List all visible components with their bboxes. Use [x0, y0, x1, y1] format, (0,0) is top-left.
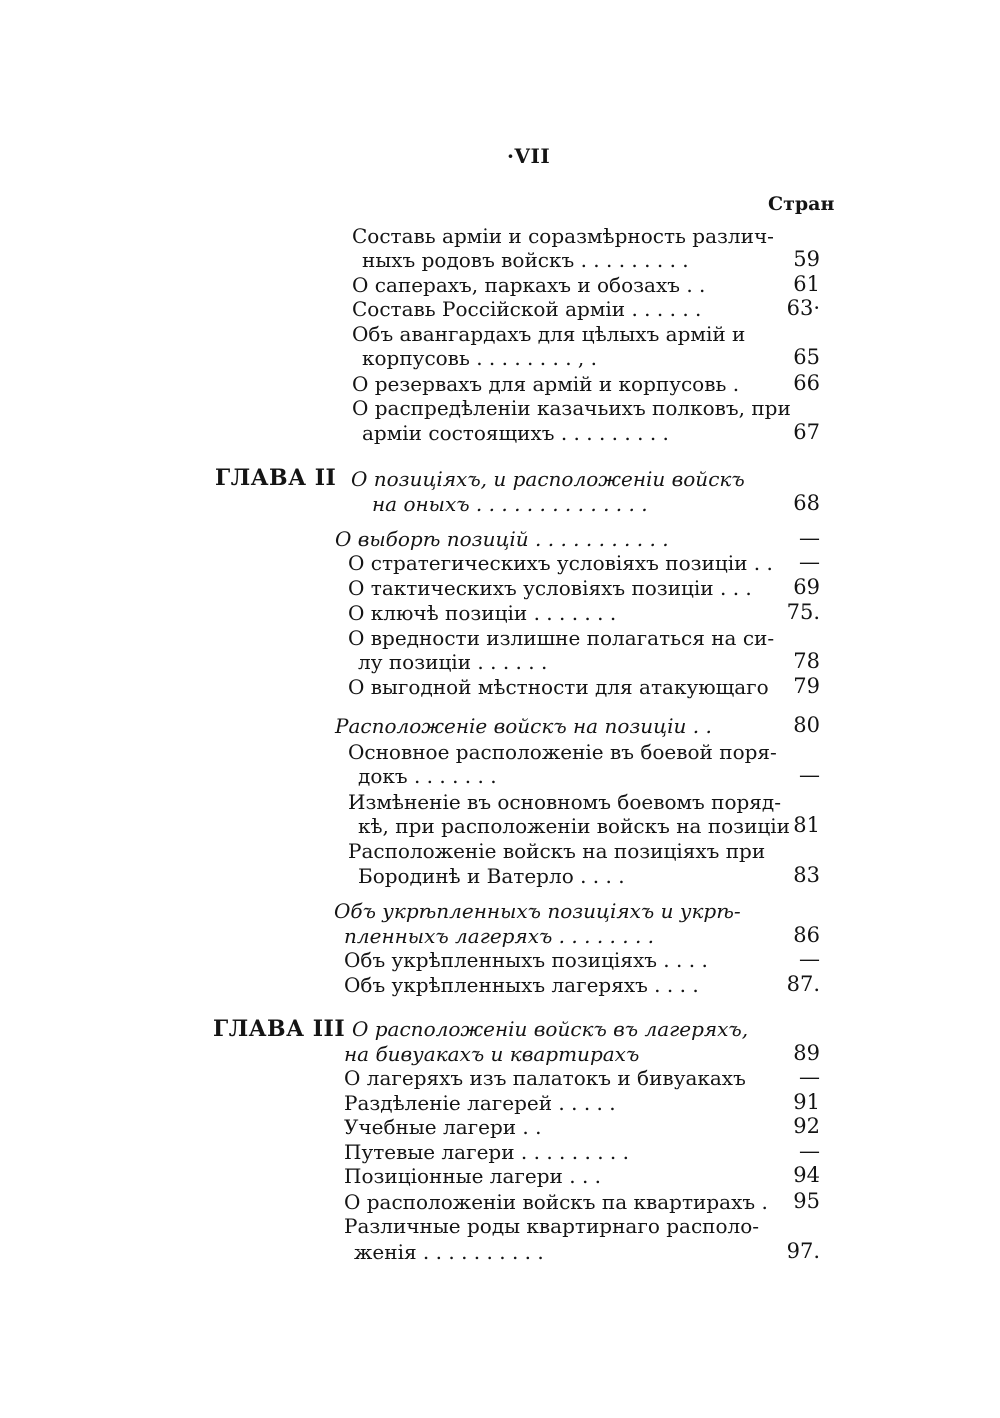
toc-entry-page: 86 — [793, 923, 820, 947]
toc-entry-page: 78 — [793, 649, 820, 673]
toc-entry-page: 59 — [793, 247, 820, 271]
toc-entry-text: Учебные лагери . . — [344, 1115, 542, 1139]
toc-entry-page: 80 — [793, 713, 820, 737]
chapter-3-label: ГЛАВА III — [213, 1016, 346, 1042]
toc-entry-page: 69 — [793, 575, 820, 599]
toc-entry-page: 83 — [793, 863, 820, 887]
toc-entry-page: — — [799, 947, 820, 971]
toc-entry-text: Объ укрѣпленныхъ позиціяхъ . . . . — [344, 948, 708, 972]
toc-entry-text: О распредѣленіи казачьихъ полковъ, при — [352, 396, 791, 420]
toc-entry-page: 63· — [786, 296, 820, 320]
toc-entry-text: О лагеряхъ изъ палатокъ и бивуакахъ — [344, 1066, 746, 1090]
toc-entry-text: Расположеніе войскъ на позиціяхъ при — [348, 839, 766, 863]
toc-entry-page: 92 — [793, 1114, 820, 1138]
toc-entry-page: 89 — [793, 1041, 820, 1065]
toc-entry-page: — — [799, 1139, 820, 1163]
toc-entry-text: лу позиціи . . . . . . — [358, 650, 548, 674]
toc-entry-text: Позиціонные лагери . . . — [344, 1164, 602, 1188]
toc-entry-page: 81 — [793, 813, 820, 837]
toc-entry-text: арміи состоящихъ . . . . . . . . . — [362, 421, 669, 445]
toc-entry-text: О позиціяхъ, и расположеніи войскъ — [351, 467, 745, 491]
toc-entry-text: на бивуакахъ и квартирахъ — [344, 1042, 640, 1066]
toc-entry-text: О резервахъ для армій и корпусовь . — [352, 372, 740, 396]
toc-entry-page: — — [799, 763, 820, 787]
toc-entry-text: Путевые лагери . . . . . . . . . — [344, 1140, 629, 1164]
toc-entry-text: женія . . . . . . . . . . — [354, 1240, 544, 1264]
toc-entry-page: 67 — [793, 420, 820, 444]
toc-entry-page: 75. — [786, 600, 820, 624]
toc-entry-text: Объ авангардахъ для цѣлыхъ армій и — [352, 322, 746, 346]
toc-entry-page: 95 — [793, 1189, 820, 1213]
toc-entry-page: 61 — [793, 272, 820, 296]
toc-entry-text: Бородинѣ и Ватерло . . . . — [358, 864, 625, 888]
toc-entry-text: Расположеніе войскъ на позиціи . . — [335, 714, 712, 738]
toc-entry-text: Раздѣленіе лагерей . . . . . — [344, 1091, 616, 1115]
toc-entry-text: ныхъ родовъ войскъ . . . . . . . . . — [362, 248, 689, 272]
toc-entry-text: О тактическихъ условіяхъ позиціи . . . — [348, 576, 752, 600]
toc-entry-text: пленныхъ лагеряхъ . . . . . . . . — [344, 924, 655, 948]
toc-entry-text: Составь арміи и соразмѣрность различ- — [352, 224, 774, 248]
toc-entry-text: О стратегическихъ условіяхъ позиціи . . — [348, 551, 773, 575]
toc-entry-page: 66 — [793, 371, 820, 395]
toc-entry-page: 97. — [786, 1239, 820, 1263]
toc-entry-text: О ключѣ позиціи . . . . . . . — [348, 601, 617, 625]
toc-entry-text: О выборѣ позицій . . . . . . . . . . . — [335, 527, 669, 551]
page-header: ·VII — [507, 144, 551, 168]
chapter-2-label: ГЛАВА II — [215, 465, 337, 491]
toc-entry-text: на оныхъ . . . . . . . . . . . . . . — [372, 492, 648, 516]
toc-entry-text: Измѣненіе въ основномъ боевомъ поряд- — [348, 790, 781, 814]
toc-entry-text: Объ укрѣпленныхъ лагеряхъ . . . . — [344, 973, 699, 997]
toc-entry-text: О расположеніи войскъ въ лагеряхъ, — [352, 1017, 749, 1041]
toc-entry-text: О выгодной мѣстности для атакующаго — [348, 675, 769, 699]
toc-entry-text: корпусовь . . . . . . . . , . — [362, 346, 597, 370]
toc-entry-page: 94 — [793, 1163, 820, 1187]
toc-entry-text: докъ . . . . . . . — [358, 764, 497, 788]
toc-entry-page: 91 — [793, 1090, 820, 1114]
toc-entry-page: — — [799, 526, 820, 550]
toc-entry-page: 68 — [793, 491, 820, 515]
toc-entry-text: О саперахъ, паркахъ и обозахъ . . — [352, 273, 706, 297]
toc-entry-page: — — [799, 550, 820, 574]
toc-entry-text: Объ укрѣпленныхъ позиціяхъ и укрѣ- — [334, 899, 741, 923]
toc-entry-text: кѣ, при расположеніи войскъ на позиціи — [358, 814, 791, 838]
toc-entry-text: Основное расположеніе въ боевой поря- — [348, 740, 777, 764]
toc-entry-text: О вредности излишне полагаться на си- — [348, 626, 775, 650]
toc-entry-page: 79 — [793, 674, 820, 698]
toc-entry-text: Различные роды квартирнаго располо- — [344, 1214, 760, 1238]
toc-entry-page: — — [799, 1065, 820, 1089]
toc-entry-page: 87. — [786, 972, 820, 996]
column-header: Стран — [768, 193, 835, 215]
toc-entry-text: Составь Россійской арміи . . . . . . — [352, 297, 702, 321]
toc-entry-text: О расположеніи войскъ па квартирахъ . — [344, 1190, 768, 1214]
toc-entry-page: 65 — [793, 345, 820, 369]
